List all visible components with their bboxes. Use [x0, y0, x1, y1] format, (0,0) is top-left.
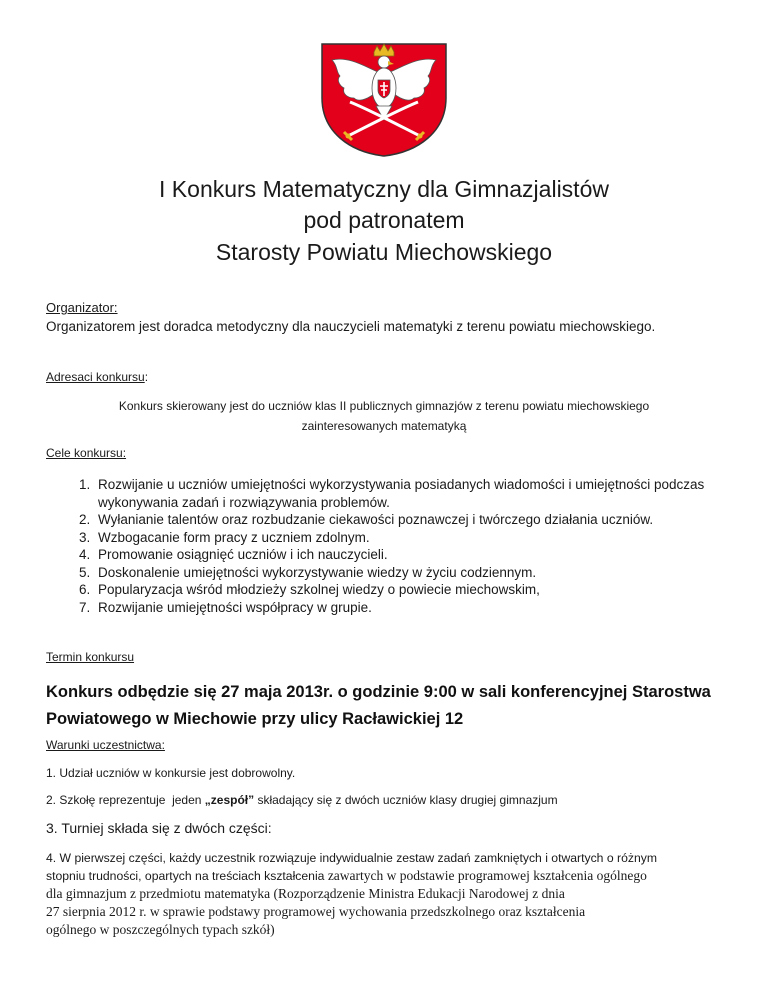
condition-item-2-bold: „zespół” [204, 793, 255, 807]
condition-item-4-line-2 [46, 867, 736, 885]
audience-line-2: zainteresowanych matematyką [301, 419, 467, 433]
condition-item-2-pre: 2. Szkołę reprezentuje jeden [46, 793, 205, 807]
list-item: 7. Rozwijanie umiejętności współpracy w grupie. [94, 599, 734, 617]
audience-line-1: Konkurs skierowany jest do uczniów klas II publicznych gimnazjów z terenu powiatu miechowskiego [118, 399, 650, 413]
title-line-1: I Konkurs Matematyczny dla Gimnazjalistów [159, 176, 609, 202]
organizer-label: Organizator: [46, 300, 118, 315]
condition-item-4-line-2a: stopniu trudności, opartych na treściach kształcenia [46, 869, 328, 883]
condition-item-4 [46, 849, 736, 939]
condition-item-2-post: składający się z dwóch uczniów klasy drugiej gimnazjum [254, 793, 558, 807]
list-item: 5. Doskonalenie umiejętności wykorzystywanie wiedzy w życiu codziennym. [94, 564, 734, 582]
condition-item-4-line-4: 27 sierpnia 2012 r. w sprawie podstawy programowej wychowania przedszkolnego oraz kształcenia [46, 904, 586, 919]
condition-item-1: 1. Udział uczniów w konkursie jest dobrowolny. [46, 766, 296, 780]
term-line-1: Konkurs odbędzie się 27 maja 2013r. o godzinie 9:00 w sali konferencyjnej Starostwa [46, 683, 711, 701]
audience-label-suffix: : [144, 370, 149, 384]
list-item: 2. Wyłanianie talentów oraz rozbudzanie ciekawości poznawczej i twórczego działania uczniów. [94, 511, 734, 529]
list-item: 3. Wzbogacanie form pracy z uczniem zdolnym. [94, 529, 734, 547]
conditions-label: Warunki uczestnictwa: [46, 738, 165, 752]
audience-label: Adresaci konkursu [46, 370, 145, 384]
condition-item-3: 3. Turniej składa się z dwóch części: [46, 820, 272, 836]
audience-heading [46, 370, 148, 384]
condition-item-4-line-5: ogólnego w poszczególnych typach szkół) [46, 922, 275, 937]
condition-item-4-line-1: 4. W pierwszej części, każdy uczestnik rozwiązuje indywidualnie zestaw zadań zamkniętych i otwartych o różnym [46, 851, 657, 865]
coat-of-arms-eagle-icon [318, 40, 450, 158]
condition-item-4-line-3: dla gimnazjum z przedmiotu matematyka (Rozporządzenie Ministra Edukacji Narodowej z dnia [46, 886, 565, 901]
goals-list [46, 476, 734, 616]
title-line-3: Starosty Powiatu Miechowskiego [215, 239, 553, 265]
list-item: 4. Promowanie osiągnięć uczniów i ich nauczycieli. [94, 546, 734, 564]
condition-item-2 [46, 793, 558, 807]
list-item: 6. Popularyzacja wśród młodzieży szkolnej wiedzy o powiecie miechowskim, [94, 581, 734, 599]
title-line-2: pod patronatem [303, 207, 465, 233]
term-label: Termin konkursu [46, 650, 135, 664]
condition-item-4-line-2b: zawartych w podstawie programowej kształcenia ogólnego [327, 868, 647, 883]
term-line-2: Powiatowego w Miechowie przy ulicy Racławickiej 12 [46, 710, 464, 728]
list-item: 1. Rozwijanie u uczniów umiejętności wykorzystywania posiadanych wiadomości i umiejętności podczas wykonywania zadań i rozwiązywania problemów. [94, 476, 734, 511]
organizer-text: Organizatorem jest doradca metodyczny dla nauczycieli matematyki z terenu powiatu miechowskiego. [46, 319, 656, 334]
goals-label: Cele konkursu: [46, 446, 127, 460]
